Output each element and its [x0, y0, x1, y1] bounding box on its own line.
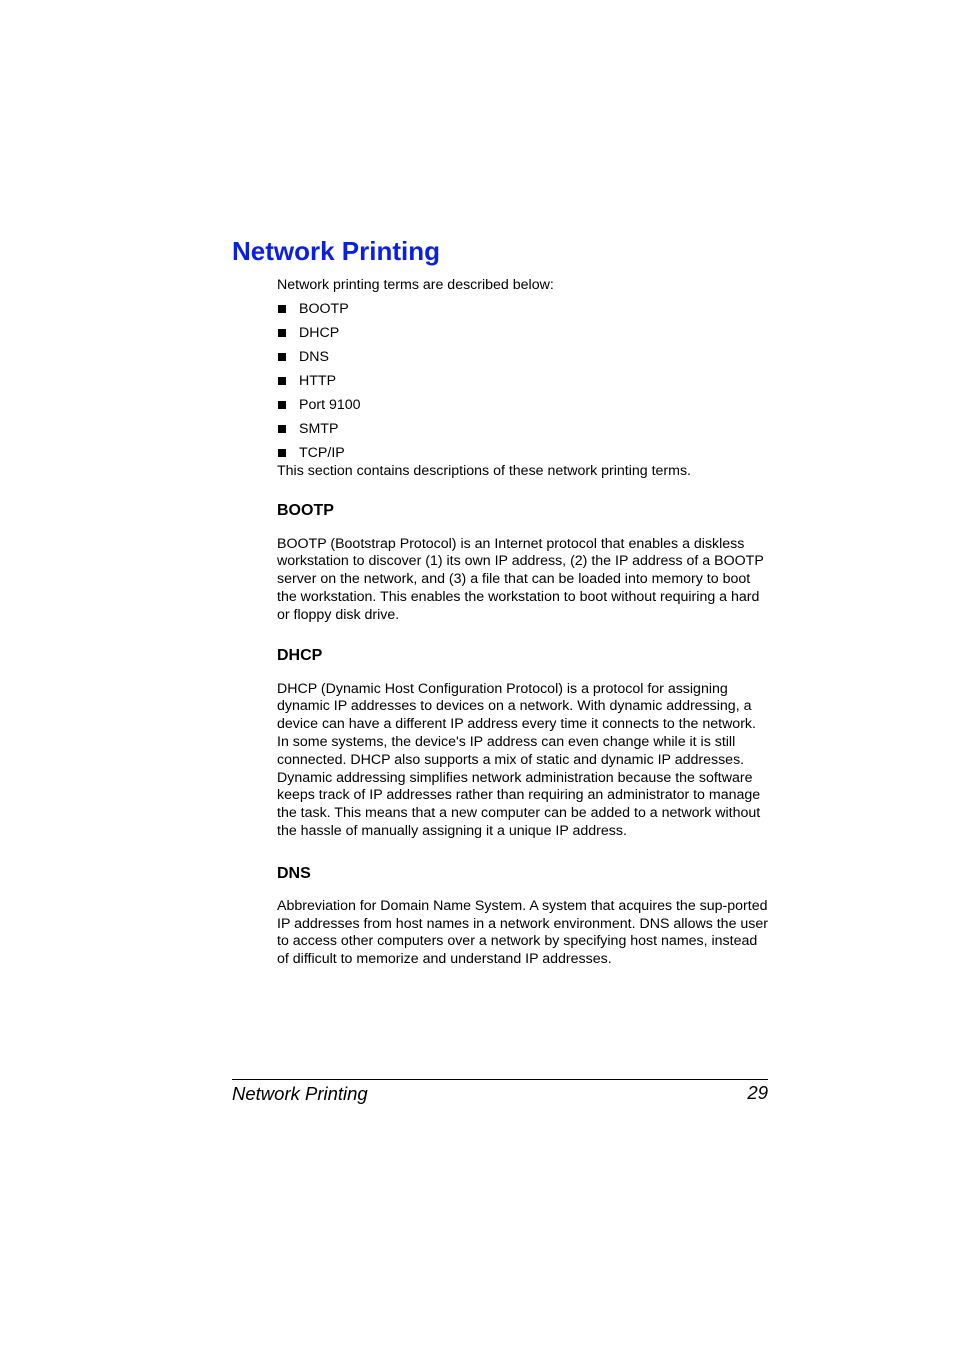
dns-body: Abbreviation for Domain Name System. A system that acquires the sup-ported IP addresses from host names in a network environment. DNS allows the user to access other computers over a network by specifying host names, instead of difficult to memorize and understand IP addresses.: [277, 897, 769, 968]
term-label: SMTP: [299, 420, 339, 437]
list-item: [277, 301, 769, 325]
list-item: [277, 373, 769, 397]
term-label: TCP/IP: [299, 444, 345, 461]
summary-text: This section contains descriptions of these network printing terms.: [277, 462, 691, 479]
main-content: [277, 277, 769, 969]
term-label: DNS: [299, 348, 329, 365]
list-item: [277, 421, 769, 445]
square-bullet-icon: [278, 353, 286, 361]
page-number: 29: [747, 1082, 768, 1103]
term-label: BOOTP: [299, 300, 349, 317]
dns-heading: DNS: [277, 864, 311, 882]
square-bullet-icon: [278, 305, 286, 313]
term-label: Port 9100: [299, 396, 361, 413]
dhcp-heading: DHCP: [277, 646, 323, 664]
square-bullet-icon: [278, 377, 286, 385]
list-item: [277, 445, 769, 469]
list-item: [277, 397, 769, 421]
footer-divider: [232, 1079, 768, 1080]
square-bullet-icon: [278, 449, 286, 457]
term-label: DHCP: [299, 324, 340, 341]
list-item: [277, 349, 769, 373]
bootp-body: BOOTP (Bootstrap Protocol) is an Internet protocol that enables a diskless workstation to discover (1) its own IP address, (2) the IP address of a BOOTP server on the network, and (3) a file that can be loaded into memory to boot the workstation. This enables the workstation to boot without requiring a hard or floppy disk drive.: [277, 535, 764, 623]
intro-text: Network printing terms are described below:: [277, 277, 554, 293]
square-bullet-icon: [278, 425, 286, 433]
square-bullet-icon: [278, 401, 286, 409]
term-label: HTTP: [299, 372, 337, 389]
footer-title: Network Printing: [232, 1083, 368, 1104]
page-title: Network Printing: [232, 236, 441, 266]
terms-list: [277, 301, 769, 469]
list-item: [277, 325, 769, 349]
square-bullet-icon: [278, 329, 286, 337]
dhcp-body: DHCP (Dynamic Host Configuration Protocol) is a protocol for assigning dynamic IP addresses to devices on a network. With dynamic addressing, a device can have a different IP address every time it connects to the network. In some systems, the device's IP address can even change while it is still connected. DHCP also supports a mix of static and dynamic IP addresses. Dynamic addressing simplifies network administration because the software keeps track of IP addresses rather than requiring an administrator to manage the task. This means that a new computer can be added to a network without the hassle of manually assigning it a unique IP address.: [277, 680, 761, 839]
bootp-heading: BOOTP: [277, 501, 334, 519]
